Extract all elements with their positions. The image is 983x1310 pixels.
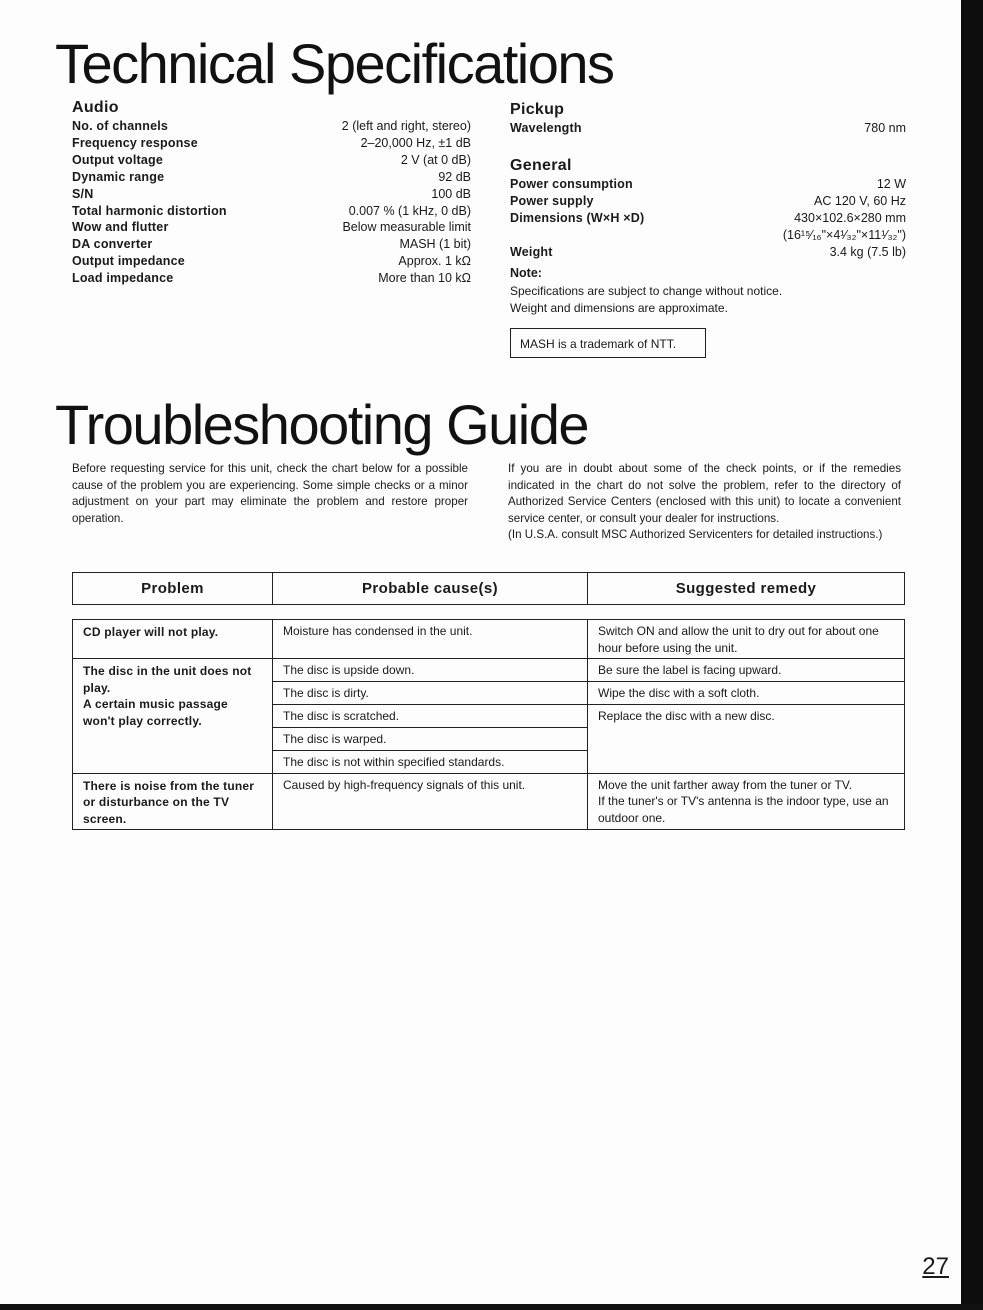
spec-row: [72, 135, 471, 152]
spec-row: [72, 186, 471, 203]
spec-label: Frequency response: [72, 136, 198, 150]
remedy-column-header: Suggested remedy: [588, 573, 905, 605]
cause-cell: The disc is dirty.: [273, 682, 588, 705]
spec-row: [72, 236, 471, 253]
trademark-notice: MASH is a trademark of NTT.: [510, 328, 706, 358]
spec-value: Approx. 1 kΩ: [398, 254, 471, 268]
spec-row: [510, 176, 906, 193]
remedy-cell: Be sure the label is facing upward.: [588, 659, 905, 682]
remedy-cell: Replace the disc with a new disc.: [588, 705, 905, 774]
spec-row: [72, 203, 471, 220]
note-line: Specifications are subject to change without notice.: [510, 284, 783, 298]
spec-value: Below measurable limit: [342, 220, 471, 234]
spec-label: Weight: [510, 245, 553, 259]
intro-paragraph-right: If you are in doubt about some of the check points, or if the remedies indicated in the chart do not solve the problem, refer to the directory of Authorized Service Centers (enclosed with this unit) to locate a convenient service center, or consult your dealer for instructions.: [508, 462, 901, 525]
spec-value: 2–20,000 Hz, ±1 dB: [360, 136, 471, 150]
troubleshooting-header-table: [72, 572, 905, 605]
spec-label: Output impedance: [72, 254, 185, 268]
spec-row: [510, 210, 906, 227]
spec-row: [510, 193, 906, 210]
spec-row: [510, 244, 906, 261]
spec-label: No. of channels: [72, 119, 169, 133]
spec-label: Total harmonic distortion: [72, 204, 227, 218]
problem-column-header: Problem: [73, 573, 273, 605]
spec-value: 2 V (at 0 dB): [400, 153, 471, 167]
spec-value: 100 dB: [431, 187, 471, 201]
cause-cell: Caused by high-frequency signals of this unit.: [273, 773, 588, 830]
spec-value: (16¹⁵⁄₁₆"×4¹⁄₃₂"×11¹⁄₃₂"): [782, 228, 906, 242]
cause-cell: Moisture has condensed in the unit.: [273, 620, 588, 659]
spec-value: MASH (1 bit): [399, 237, 471, 251]
troubleshooting-title: Troubleshooting Guide: [55, 393, 589, 456]
spec-row: [72, 270, 471, 287]
cause-cell: The disc is not within specified standards.: [273, 750, 588, 773]
table-row: [73, 773, 905, 830]
problem-cell: There is noise from the tuner or disturbance on the TV screen.: [73, 773, 273, 830]
specifications-title: Technical Specifications: [55, 32, 614, 95]
spec-label: Power supply: [510, 194, 594, 208]
scan-edge-right: [961, 0, 983, 1310]
audio-heading: Audio: [72, 99, 119, 116]
scan-edge-bottom: [0, 1304, 983, 1310]
troubleshooting-table: [72, 619, 905, 830]
problem-cell: CD player will not play.: [73, 620, 273, 659]
general-heading: General: [510, 157, 572, 174]
spec-label: Wow and flutter: [72, 220, 169, 234]
spec-label: Dimensions (W×H ×D): [510, 211, 645, 225]
spec-row: [72, 253, 471, 270]
spec-row: [72, 152, 471, 169]
remedy-text: Move the unit farther away from the tuner or TV.: [598, 777, 853, 792]
spec-label: Load impedance: [72, 271, 174, 285]
table-row: [73, 659, 905, 682]
problem-text: A certain music passage won't play correctly.: [83, 697, 228, 728]
spec-row: [72, 169, 471, 186]
cause-cell: The disc is scratched.: [273, 705, 588, 728]
spec-value: AC 120 V, 60 Hz: [814, 194, 906, 208]
intro-paragraph-right-usa: (In U.S.A. consult MSC Authorized Servicenters for detailed instructions.): [508, 528, 883, 541]
pickup-heading: Pickup: [510, 101, 565, 118]
note-line: Weight and dimensions are approximate.: [510, 301, 728, 315]
remedy-cell: Switch ON and allow the unit to dry out for about one hour before using the unit.: [588, 620, 905, 659]
spec-value: 430×102.6×280 mm: [794, 211, 906, 225]
note-label: Note:: [510, 266, 542, 280]
spec-label: Output voltage: [72, 153, 163, 167]
spec-label: S/N: [72, 187, 94, 201]
spec-value: 2 (left and right, stereo): [341, 119, 471, 133]
spec-value: 0.007 % (1 kHz, 0 dB): [348, 204, 471, 218]
spec-value: 92 dB: [438, 170, 471, 184]
spec-value: More than 10 kΩ: [378, 271, 471, 285]
spec-label: Dynamic range: [72, 170, 165, 184]
intro-paragraph-left: Before requesting service for this unit, check the chart below for a possible cause of the problem you are experiencing. Some simple checks or a minor adjustment on your part may eliminate the problem and restore proper operation.: [72, 462, 468, 525]
remedy-cell: [588, 773, 905, 830]
spec-value: 780 nm: [864, 121, 906, 135]
cause-cell: The disc is warped.: [273, 728, 588, 751]
remedy-cell: Wipe the disc with a soft cloth.: [588, 682, 905, 705]
spec-label: Wavelength: [510, 121, 582, 135]
spec-row: [72, 219, 471, 236]
spec-row: [72, 118, 471, 135]
spec-row: [510, 120, 906, 137]
spec-value: 12 W: [876, 177, 906, 191]
spec-label: Power consumption: [510, 177, 633, 191]
spec-row: [510, 227, 906, 244]
spec-label: DA converter: [72, 237, 153, 251]
cause-column-header: Probable cause(s): [273, 573, 588, 605]
cause-cell: The disc is upside down.: [273, 659, 588, 682]
problem-text: The disc in the unit does not play.: [83, 664, 252, 695]
page-number: 27: [922, 1253, 949, 1280]
spec-value: 3.4 kg (7.5 lb): [829, 245, 906, 259]
problem-cell: [73, 659, 273, 774]
table-row: [73, 620, 905, 659]
remedy-text: If the tuner's or TV's antenna is the indoor type, use an outdoor one.: [598, 794, 889, 825]
